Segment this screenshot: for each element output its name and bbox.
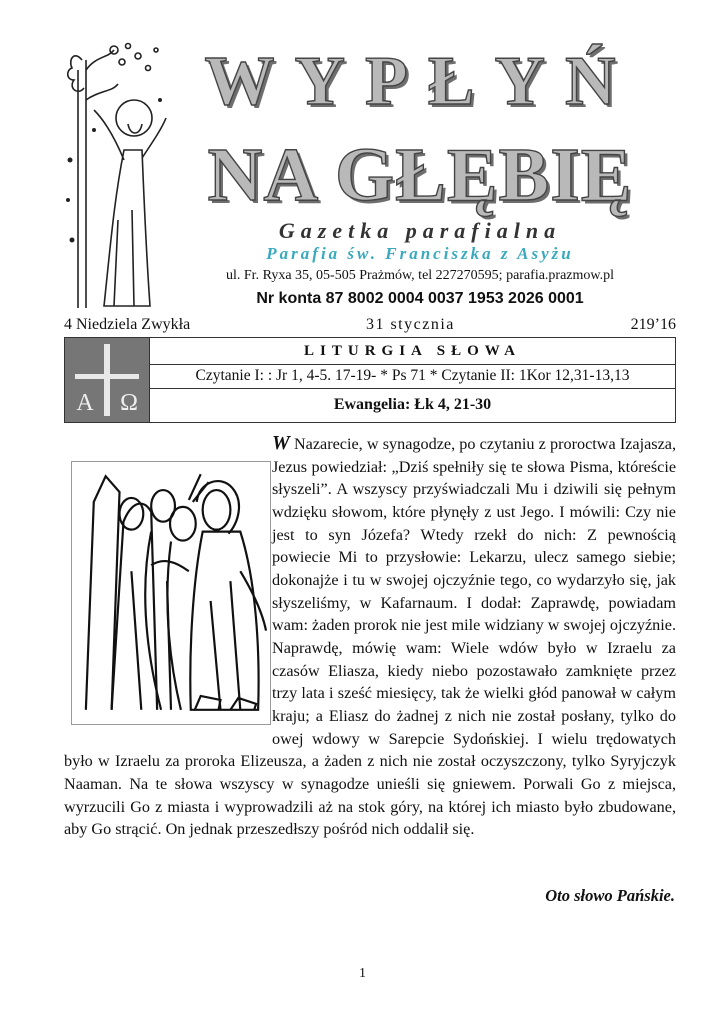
gospel-dropcap: W xyxy=(272,432,290,454)
gospel-body: Nazarecie, w synagodze, po czytaniu z proroctwa Izajasza, Jezus powiedział: „Dziś spełniły się te słowa Pisma, któreście słyszeli”. A wszyscy przyświadczali Mu i dziwili się pełnym wdzięku słowom, które płynęły z ust Jego. I mówili: Czy nie jest to syn Józefa? Wtedy rzekł do nich: Z pewnością powiecie Mi to przysłowie: Lekarzu, ulecz samego siebie; dokonajże i tu w swojej ojczyźnie tego, co wydarzyło się, jak słyszeliśmy, w Kafarnaum. I dodał: Zaprawdę, powiadam wam: żaden prorok nie jest mile widziany w swojej ojczyźnie. Naprawdę, mówię wam: Wiele wdów było w Izraelu za czasów Eliasza, kiedy niebo pozostawało zamknięte przez trzy lata i sześć miesięcy, tak że wielki głód panował w całym kraju; a Eliasz do żadnej z nich nie został posłany, tylko do owej wdowy w Sarepcie Sydońskiej. I wielu trędowatych było w Izraelu za proroka Elizeusza, a żaden z nich nie został oczyszczony, tylko Syryjczyk Naaman. Na te słowa wszyscy w synagodze unieśli się gniewem. Porwali Go z miejsca, wyrzucili Go z miasta i wyprowadzili aż na stok góry, na której ich miasto było zbudowane, aby Go strącić. On jednak przeszedłszy pośród nich oddalił się. xyxy=(64,435,676,839)
bank-account: Nr konta 87 8002 0004 0037 1953 2026 0001 xyxy=(256,290,584,307)
masthead-title-line2: NA GŁĘBIĘ xyxy=(207,133,633,217)
alpha-omega-cross-icon xyxy=(65,338,149,422)
liturgy-gospel-reference: Ewangelia: Łk 4, 21-30 xyxy=(149,388,675,422)
issue-info-row xyxy=(64,314,676,336)
saint-francis-tree-icon xyxy=(64,40,172,312)
gospel-closing: Oto słowo Pańskie. xyxy=(545,886,675,905)
masthead-title-line1: WYPŁYŃ xyxy=(204,43,636,120)
sunday-name: 4 Niedziela Zwykła xyxy=(64,316,191,333)
liturgy-box xyxy=(64,337,676,423)
image-float-spacer xyxy=(64,432,272,730)
liturgy-header: LITURGIA SŁOWA xyxy=(149,338,675,365)
issue-number: 219’16 xyxy=(630,316,676,333)
alpha-symbol: A xyxy=(76,390,94,416)
masthead-subtitle: Gazetka parafialna xyxy=(278,218,562,243)
parish-address: ul. Fr. Ryxa 35, 05-505 Prażmów, tel 227270595; parafia.prazmow.pl xyxy=(226,268,614,283)
liturgy-readings: Czytanie I: : Jr 1, 4-5. 17-19- * Ps 71 * Czytanie II: 1Kor 12,31-13,13 xyxy=(149,364,675,389)
gospel-text xyxy=(64,432,676,841)
parish-name: Parafia św. Franciszka z Asyżu xyxy=(266,244,574,263)
omega-symbol: Ω xyxy=(120,390,138,416)
issue-date: 31 stycznia xyxy=(365,316,455,333)
page-number: 1 xyxy=(359,966,366,981)
